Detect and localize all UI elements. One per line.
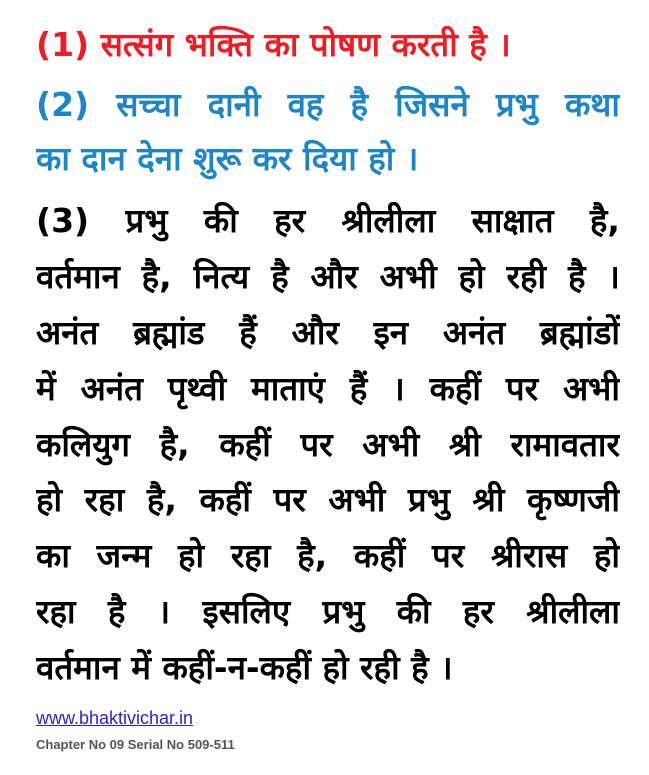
word: वर्तमान (36, 257, 120, 296)
word: है, (159, 425, 190, 464)
word: श्रीलीला (526, 592, 620, 631)
word: हो (593, 536, 620, 575)
word: रहा (36, 592, 76, 631)
word: माताएं (251, 369, 325, 408)
word: हैं (239, 313, 257, 352)
word: पर (300, 425, 333, 464)
word: हर (274, 201, 306, 240)
word: पृथ्वी (167, 369, 227, 408)
point-3-line-6 (36, 478, 620, 522)
word: अभी (328, 480, 386, 519)
word: का (36, 536, 70, 575)
word: श्री (472, 480, 505, 519)
word: कहीं (199, 480, 251, 519)
word: कहीं (219, 425, 271, 464)
website-link[interactable]: www.bhaktivichar.in (36, 708, 194, 728)
point-3-line-7 (36, 534, 620, 578)
point-1-line-1: (1) सत्संग भक्ति का पोषण करती है । (36, 25, 511, 64)
word: कलियुग (36, 425, 130, 464)
point-3-line-3 (36, 311, 620, 355)
word: है (271, 257, 289, 296)
word: रहा (230, 536, 271, 575)
word: प्रभु (495, 85, 538, 124)
word: कहीं (353, 536, 406, 575)
word: ब्रह्मांडों (539, 313, 620, 352)
point-2-line-2: का दान देना शुरू कर दिया हो । (36, 139, 419, 178)
point-3-line-8 (36, 590, 620, 634)
word: है (107, 592, 126, 631)
word: की (396, 592, 431, 631)
word: प्रभु (407, 480, 450, 519)
word: हो (36, 480, 63, 519)
word: नित्य (193, 257, 250, 296)
word: । (607, 257, 620, 296)
word: अनंत (442, 313, 506, 352)
word: है, (297, 536, 328, 575)
word: और (310, 257, 358, 296)
word: (3) (36, 201, 90, 240)
word: । (157, 592, 171, 631)
word: अभी (562, 369, 620, 408)
word: श्री (448, 425, 481, 464)
word: हर (462, 592, 494, 631)
point-3-line-4 (36, 367, 620, 411)
word: कृष्णजी (527, 480, 620, 519)
word: अभी (379, 257, 437, 296)
point-3-line-9: वर्तमान में कहीं-न-कहीं हो रही है । (36, 648, 453, 687)
word: और (291, 313, 339, 352)
word: श्रीलीला (341, 201, 436, 240)
point-3-line-1 (36, 199, 620, 243)
word: । (392, 369, 405, 408)
word: पर (273, 480, 306, 519)
word: है, (589, 201, 620, 240)
word: जिसने (395, 85, 469, 124)
word: सच्चा (116, 85, 181, 124)
word: रामावतार (510, 425, 620, 464)
point-3-line-5 (36, 423, 620, 467)
word: वह (287, 85, 324, 124)
word: है, (141, 257, 172, 296)
word: हो (178, 536, 205, 575)
word: है (350, 85, 369, 124)
word: पर (505, 369, 539, 408)
word: अनंत (36, 313, 99, 352)
word: अभी (362, 425, 420, 464)
word: इसलिए (202, 592, 291, 631)
word: की (203, 201, 238, 240)
word: हो (458, 257, 485, 296)
point-3-line-2 (36, 255, 620, 299)
word: कहीं (429, 369, 481, 408)
word: पर (431, 536, 465, 575)
chapter-serial-footer: Chapter No 09 Serial No 509-511 (36, 737, 235, 752)
word: है (567, 257, 586, 296)
word: हैं (349, 369, 368, 408)
word: रही (506, 257, 547, 296)
word: अनंत (80, 369, 143, 408)
word: (2) (36, 85, 90, 124)
word: है, (146, 480, 177, 519)
word: ब्रह्मांड (133, 313, 205, 352)
word: रहा (84, 480, 125, 519)
word: श्रीरास (490, 536, 568, 575)
word: साक्षात (471, 201, 554, 240)
word: कथा (564, 85, 620, 124)
word: इन (373, 313, 409, 352)
point-2-line-1 (36, 83, 620, 127)
word: प्रभु (125, 201, 168, 240)
word: जन्म (96, 536, 152, 575)
word: में (36, 369, 56, 408)
word: प्रभु (322, 592, 365, 631)
word: दानी (207, 85, 261, 124)
